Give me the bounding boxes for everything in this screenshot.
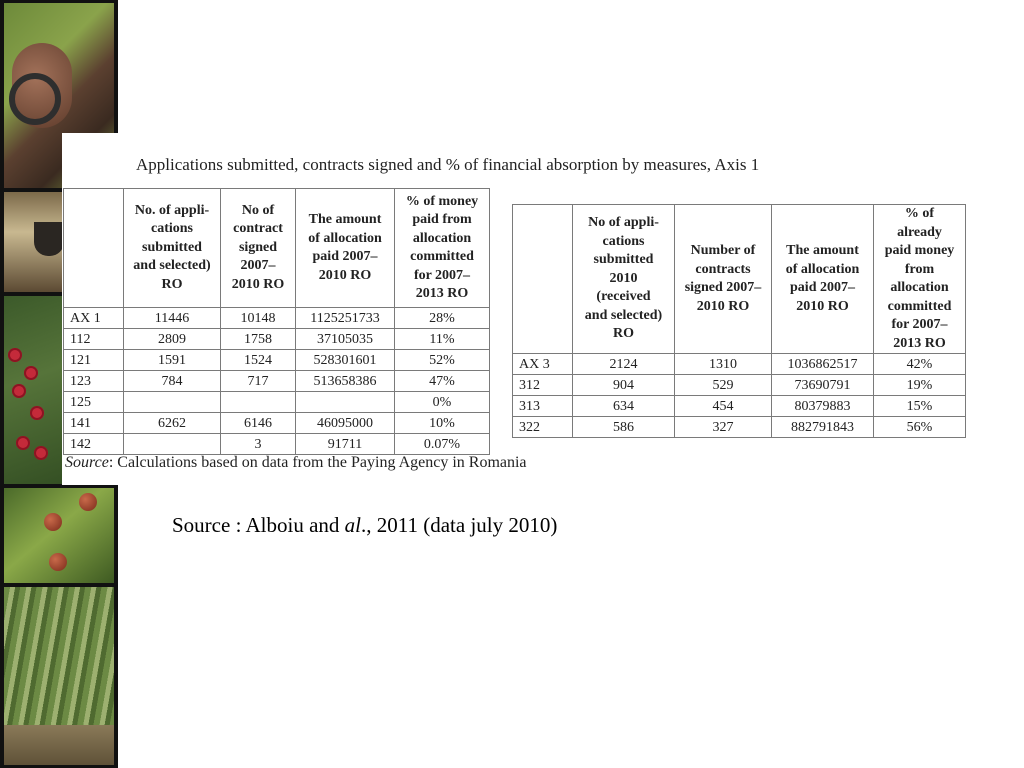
value-cell: 1036862517 <box>772 354 874 375</box>
value-cell: 73690791 <box>772 375 874 396</box>
ground-shape <box>4 725 114 765</box>
value-cell: 717 <box>221 371 296 392</box>
value-cell: 0.07% <box>395 434 490 455</box>
berry-shape <box>12 384 26 398</box>
table-header-row <box>513 205 966 354</box>
table-caption: Applications submitted, contracts signed and % of financial absorption by measures, Axis 1 <box>136 155 760 174</box>
header-cell: No of appli- cations submitted 2010 (received and selected) RO <box>573 205 675 354</box>
header-cell: % of already paid money from allocation committed for 2007– 2013 RO <box>874 205 966 354</box>
citation-prefix: Source : Alboiu and <box>172 513 345 537</box>
value-cell: 42% <box>874 354 966 375</box>
table-row <box>64 350 490 371</box>
value-cell: 56% <box>874 417 966 438</box>
measure-label-cell: 125 <box>64 392 124 413</box>
value-cell <box>296 392 395 413</box>
value-cell: 11% <box>395 329 490 350</box>
source-text: : Calculations based on data from the Paying Agency in Romania <box>108 454 527 471</box>
measure-label-cell: 141 <box>64 413 124 434</box>
table-row <box>64 329 490 350</box>
header-cell: Number of contracts signed 2007– 2010 RO <box>675 205 772 354</box>
value-cell: 1125251733 <box>296 308 395 329</box>
value-cell: 784 <box>124 371 221 392</box>
value-cell: 28% <box>395 308 490 329</box>
value-cell <box>124 434 221 455</box>
header-cell: The amount of allocation paid 2007– 2010 RO <box>772 205 874 354</box>
value-cell: 6146 <box>221 413 296 434</box>
measure-label-cell: AX 3 <box>513 354 573 375</box>
value-cell: 47% <box>395 371 490 392</box>
value-cell: 10148 <box>221 308 296 329</box>
value-cell: 529 <box>675 375 772 396</box>
value-cell: 0% <box>395 392 490 413</box>
value-cell: 454 <box>675 396 772 417</box>
table-row <box>513 375 966 396</box>
photo-saplings <box>4 587 114 765</box>
value-cell: 634 <box>573 396 675 417</box>
berry-shape <box>24 366 38 380</box>
value-cell: 528301601 <box>296 350 395 371</box>
value-cell <box>124 392 221 413</box>
berry-shape <box>30 406 44 420</box>
value-cell: 586 <box>573 417 675 438</box>
berry-shape <box>8 348 22 362</box>
axis1-table <box>63 188 490 455</box>
header-cell: No. of appli- cations submitted and selected) RO <box>124 189 221 308</box>
value-cell: 904 <box>573 375 675 396</box>
value-cell: 37105035 <box>296 329 395 350</box>
table-row <box>513 396 966 417</box>
measure-label-cell: 322 <box>513 417 573 438</box>
value-cell: 2124 <box>573 354 675 375</box>
measure-label-cell: 123 <box>64 371 124 392</box>
value-cell: 882791843 <box>772 417 874 438</box>
value-cell: 46095000 <box>296 413 395 434</box>
pot-shape <box>34 222 64 256</box>
value-cell: 1524 <box>221 350 296 371</box>
table-row <box>64 434 490 455</box>
measure-label-cell: 312 <box>513 375 573 396</box>
value-cell: 3 <box>221 434 296 455</box>
citation-italic: al <box>344 513 361 537</box>
measure-label-cell: AX 1 <box>64 308 124 329</box>
measure-label-cell: 121 <box>64 350 124 371</box>
header-cell <box>513 205 573 354</box>
table-source-note <box>65 454 527 472</box>
ring-shape <box>9 73 61 125</box>
value-cell: 513658386 <box>296 371 395 392</box>
measure-label-cell: 142 <box>64 434 124 455</box>
measure-label-cell: 112 <box>64 329 124 350</box>
table-row <box>64 413 490 434</box>
measure-label-cell: 313 <box>513 396 573 417</box>
header-cell: % of money paid from allocation committed for 2007– 2013 RO <box>395 189 490 308</box>
apple-shape <box>79 493 97 511</box>
value-cell <box>221 392 296 413</box>
value-cell: 52% <box>395 350 490 371</box>
apple-shape <box>49 553 67 571</box>
header-cell: No of contract signed 2007– 2010 RO <box>221 189 296 308</box>
table-row <box>513 354 966 375</box>
value-cell: 80379883 <box>772 396 874 417</box>
value-cell: 1310 <box>675 354 772 375</box>
value-cell: 91711 <box>296 434 395 455</box>
header-cell: The amount of allocation paid 2007– 2010 RO <box>296 189 395 308</box>
table-header-row <box>64 189 490 308</box>
table-row <box>513 417 966 438</box>
value-cell: 15% <box>874 396 966 417</box>
table-row <box>64 392 490 413</box>
apple-shape <box>44 513 62 531</box>
value-cell: 1591 <box>124 350 221 371</box>
value-cell: 327 <box>675 417 772 438</box>
value-cell: 19% <box>874 375 966 396</box>
value-cell: 1758 <box>221 329 296 350</box>
slide-source-citation <box>172 513 557 538</box>
header-cell <box>64 189 124 308</box>
table-row <box>64 371 490 392</box>
photo-apples <box>4 488 114 583</box>
value-cell: 2809 <box>124 329 221 350</box>
axis3-table <box>512 204 966 438</box>
value-cell: 10% <box>395 413 490 434</box>
value-cell: 11446 <box>124 308 221 329</box>
berry-shape <box>16 436 30 450</box>
source-label: Source <box>65 454 109 471</box>
table-row <box>64 308 490 329</box>
citation-suffix: ., 2011 (data july 2010) <box>361 513 558 537</box>
berry-shape <box>34 446 48 460</box>
value-cell: 6262 <box>124 413 221 434</box>
